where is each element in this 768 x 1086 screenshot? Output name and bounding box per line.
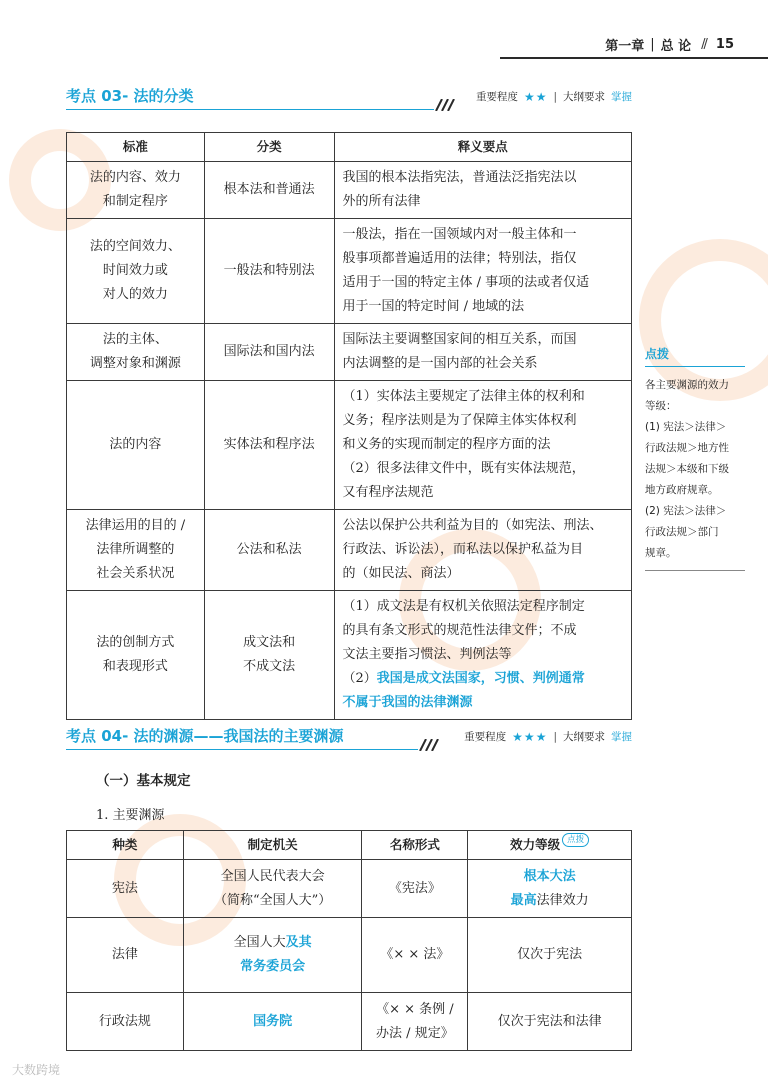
table-row [67,162,632,219]
subsection-subheading: 1. 主要渊源 [96,808,165,823]
cell-line: 《× × 条例 / [376,1001,454,1017]
column-header: 标准 [67,133,205,162]
table-header-row [67,831,632,860]
cell-line: 外的所有法律 [342,194,421,209]
header-rule [500,57,768,59]
cell-line: 不成文法 [243,659,296,674]
cell-line: 时间效力或 [102,263,168,278]
section-03-heading [66,86,632,110]
type-cell: 行政法规 [67,993,184,1051]
syllabus-label: 大纲要求 [563,731,605,743]
column-header: 分类 [204,133,334,162]
level-cell: 仅次于宪法 [468,918,632,993]
category-cell: 国际法和国内法 [204,324,334,381]
syllabus-requirement: 掌握 [611,91,632,103]
header-slashes: // [701,36,706,52]
stripe-decoration-icon [418,739,440,751]
section-03-meta [476,89,632,104]
explain-cell [334,381,631,510]
standard-cell [67,219,205,324]
level-cell [468,860,632,918]
section-03-title: 考点 03- 法的分类 [66,87,194,105]
explain-cell [334,219,631,324]
stripe-decoration-icon [434,99,456,111]
cell-line: （1）成文法是有权机关依照法定程序制定 [342,599,585,614]
cell-line: 行政法、诉讼法），而私法以保护私益为目 [342,542,584,557]
cell-line: 般事项都普遍适用的法律；特别法，指仅 [342,251,577,266]
column-header: 释义要点 [334,133,631,162]
side-note-line: 各主要渊源的效力 [645,379,729,391]
section-underline [66,749,418,751]
side-note-line: (1) 宪法＞法律＞ [645,421,727,433]
cell-line: 法的创制方式 [96,635,175,650]
syllabus-requirement: 掌握 [611,731,632,743]
cell-line: 用于一国的特定时间 / 地域的法 [342,299,525,314]
side-note-line: 地方政府规章。 [645,484,719,496]
cell-line: 公法以保护公共利益为目的（如宪法、刑法、 [342,518,603,533]
type-cell: 法律 [67,918,184,993]
cell-line: （2）很多法律文件中，既有实体法规范， [342,461,585,476]
explain-cell [334,324,631,381]
list-number: （2） [342,671,377,686]
cell-line: 义务；程序法则是为了保障主体实体权利 [342,413,577,428]
cell-line: 我国的根本法指宪法，普通法泛指宪法以 [342,170,577,185]
section-underline [66,109,434,111]
organ-cell: 国务院 [183,993,362,1051]
standard-cell [67,591,205,720]
highlight-text: 根本大法 [523,868,576,884]
meta-divider: | [553,90,557,103]
side-note-line: 行政法规＞部门 [645,526,719,538]
explain-cell [334,510,631,591]
table-row [67,591,632,720]
cell-line: 办法 / 规定》 [376,1025,454,1041]
cell-line: 社会关系状况 [96,566,175,581]
cell-line: 一般法，指在一国领域内对一般主体和一 [342,227,577,242]
running-header [605,34,734,54]
table-row [67,993,632,1051]
table-row [67,918,632,993]
cell-line: 和制定程序 [102,194,168,209]
side-note-line: 法规＞本级和下级 [645,463,729,475]
section-04-meta [464,729,632,744]
column-header: 名称形式 [362,831,468,860]
side-note-line: (2) 宪法＞法律＞ [645,505,727,517]
highlighted-line [343,667,623,691]
cell-line: 法的内容、效力 [89,170,181,185]
form-cell: 《× × 法》 [362,918,468,993]
importance-stars: ★★★ [512,729,548,744]
category-cell [204,591,334,720]
cell-line: 的（如民法、商法） [342,566,460,581]
cell-line: 法律运用的目的 / [85,518,186,533]
section-04-heading [66,726,632,750]
form-cell: 《宪法》 [362,860,468,918]
cell-line: 适用于一国的特定主体 / 事项的法或者仅适 [342,275,590,290]
importance-label: 重要程度 [475,91,518,103]
cell-line: 国际法主要调整国家间的相互关系，而国 [342,332,577,347]
side-note-title: 点拨 [645,345,745,367]
cell-line: 法的主体、 [102,332,168,347]
cell-line: 的具有条文形式的规范性法律文件；不成 [342,623,577,638]
table-row [67,324,632,381]
cell-line: 成文法和 [243,635,296,650]
standard-cell: 法的内容 [67,381,205,510]
highlight-text: 常务委员会 [240,959,306,974]
cell-line: 全国人民代表大会 [220,868,325,884]
organ-cell [183,918,362,993]
side-note-line: 规章。 [645,547,677,559]
cell-line: （1）实体法主要规定了法律主体的权利和 [342,389,585,404]
cell-line: 和表现形式 [102,659,168,674]
table-row [67,510,632,591]
cell-line: 法的空间效力、 [89,239,181,254]
importance-label: 重要程度 [464,731,507,743]
chapter-label: 第一章 [605,38,645,54]
category-cell: 一般法和特别法 [204,219,334,324]
highlight-text: 不属于我国的法律渊源 [342,695,473,710]
column-header-with-badge [468,831,632,860]
column-header: 制定机关 [183,831,362,860]
column-header: 种类 [67,831,184,860]
section-04-title: 考点 04- 法的渊源——我国法的主要渊源 [66,727,344,745]
watermark-text: 大数跨境 [12,1063,61,1077]
chapter-title: 总 论 [660,38,692,54]
cell-line: 法律所调整的 [96,542,175,557]
watermark-logo [12,1061,60,1078]
cell-line: 对人的效力 [102,287,168,302]
level-cell: 仅次于宪法和法律 [468,993,632,1051]
law-sources-table [66,830,632,1051]
explain-cell [334,162,631,219]
category-cell: 根本法和普通法 [204,162,334,219]
standard-cell [67,510,205,591]
highlight-text: 我国是成文法国家，习惯、判例通常 [376,671,585,686]
cell-line: 文法主要指习惯法、判例法等 [342,647,512,662]
table-row [67,860,632,918]
side-note-line: 行政法规＞地方性 [645,442,729,454]
form-cell [362,993,468,1051]
cell-line: 调整对象和渊源 [89,356,181,371]
highlight-text: 及其 [285,935,312,950]
side-note-line: 等级： [645,400,677,412]
highlight-text: 最高 [510,892,537,908]
meta-divider: | [553,730,557,743]
cell-text: 法律效力 [536,892,589,908]
cell-line: （简称“全国人大”） [213,892,332,908]
category-cell: 公法和私法 [204,510,334,591]
cell-line: 内法调整的是一国内部的社会关系 [342,356,538,371]
tip-badge: 点拨 [562,833,589,847]
type-cell: 宪法 [67,860,184,918]
side-note [645,345,745,571]
category-cell: 实体法和程序法 [204,381,334,510]
standard-cell [67,324,205,381]
standard-cell [67,162,205,219]
column-header-label: 效力等级 [510,837,561,852]
header-divider: | [650,36,655,52]
subsection-heading: （一）基本规定 [96,773,191,789]
cell-line: 和义务的实现而制定的程序方面的法 [342,437,551,452]
table-row [67,381,632,510]
page-number: 15 [715,36,734,52]
table-row [67,219,632,324]
importance-stars: ★★ [523,89,548,104]
cell-text: 全国人大 [233,935,286,950]
side-note-body [645,367,745,571]
law-classification-table [66,132,632,720]
explain-cell [334,591,631,720]
organ-cell [183,860,362,918]
cell-line: 又有程序法规范 [342,485,434,500]
table-header-row [67,133,632,162]
syllabus-label: 大纲要求 [563,91,605,103]
